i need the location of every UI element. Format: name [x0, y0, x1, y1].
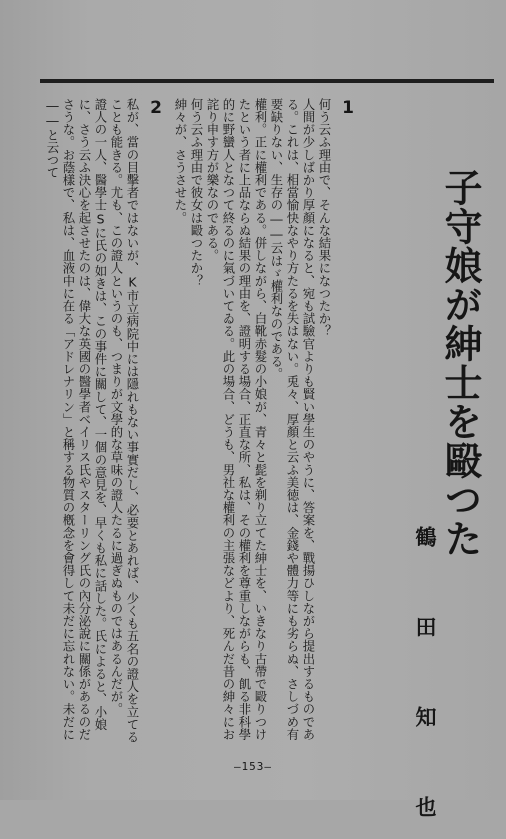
paragraph: 人間が少しばかり厚顏になると、宛も試驗官よりも賢い學生のやうに、答案を、戰揚ひしながら提出するものである。これは、相當愉快なやり方たるを失はない。兎々、厚顏と云ふ美徳は、金錢や體力等にも劣らぬ、さしづめ有要缺りない、生存の――云はゞ權利なのである。	[269, 98, 316, 741]
paragraph: 何う云ふ理由で、そんな結果になつたか？	[317, 98, 332, 338]
paragraph: 私が、當の目擊者ではないが、K市立病院中には隱れもない事實だし、必要とあれば、少くも五名の證人を立てることも能きる。尤も、この證人というのも、つまりが文學的な草味の證人たるに過ぎぬものではあるんだが。	[109, 98, 140, 744]
author-name: 鶴 田 知 也	[413, 526, 438, 839]
story-title: 子守娘が紳士を毆つた	[438, 168, 483, 558]
section-number-2: 2	[146, 98, 166, 119]
paragraph: 紳々が、さうさせた。	[173, 98, 188, 224]
header-rule	[40, 79, 494, 83]
paragraph: 何う云ふ理由で彼女は毆つたか？	[189, 98, 204, 287]
story-body	[44, 98, 364, 748]
section-number-1: 1	[338, 98, 358, 119]
paragraph: 權利。正に權利である。併しながら、白靴赤髮の小娘が、青々と髭を剃り立てた紳士を、いきなり古帶で毆りつけたという者に上品ならぬ結果の理由を、證明する場合、正直な所、私は、その權利を尊重しながらも、飢る非科學的に野蠻人となつて終るのに氣づいてゐる。此の場合、どうも、男社な權利の主張などより、死んだ昔の紳々にお詫り申す方が樂なのである。	[205, 98, 268, 741]
paragraph: 證人の一人、醫學士Sに氏の如きは、この事件に關して、一個の意見を、早くも私に話した。氏によると、小娘に、さう云ふ決心を起させたのは、偉大な英國の醫學者ベイリス氏やスターリング氏の內分泌說に關係があるのださうな。お蔭樣で、私は、血液中に在る「アドレナリン」と稱する物質の槪念を會得して未だに忘れない。未だに――と云つて	[45, 98, 108, 741]
page-number: —153—	[233, 760, 273, 773]
